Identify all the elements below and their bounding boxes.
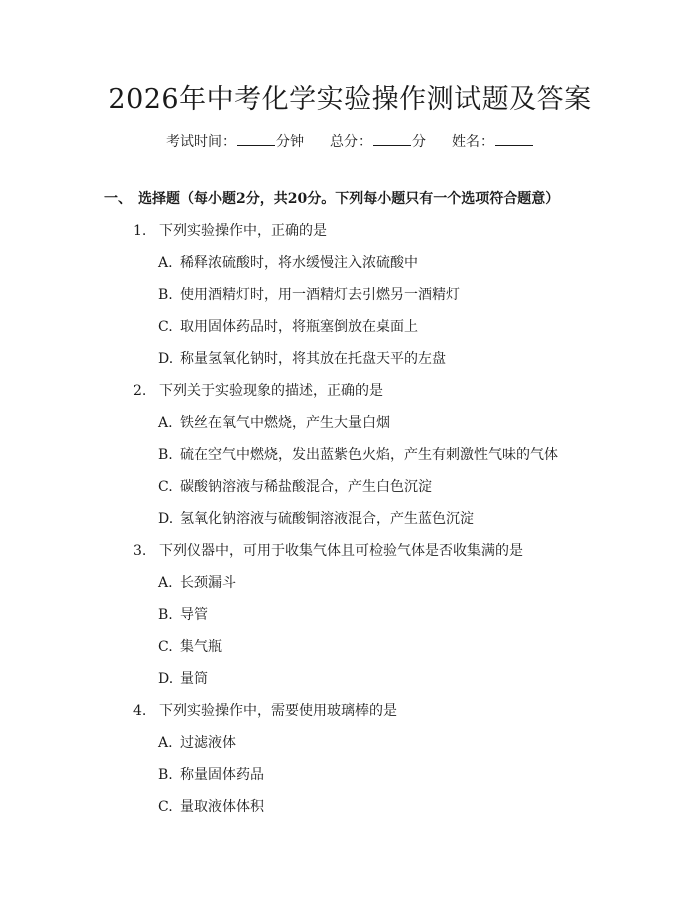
- option-letter: D.: [158, 671, 174, 687]
- option-text: 集气瓶: [180, 639, 222, 655]
- section-number: 一、: [104, 191, 132, 207]
- question-3-option-a: [158, 572, 236, 594]
- option-letter: A.: [158, 255, 173, 271]
- time-label: 考试时间：: [166, 134, 236, 150]
- option-text: 称量固体药品: [180, 767, 264, 783]
- score-blank: [373, 130, 411, 146]
- question-1-option-a: [158, 252, 418, 274]
- question-1-option-d: [158, 348, 446, 370]
- question-1-option-c: [158, 316, 418, 338]
- question-3-option-d: [158, 668, 208, 690]
- option-letter: A.: [158, 735, 173, 751]
- question-2-option-b: [158, 444, 558, 466]
- question-number: 4.: [133, 703, 147, 719]
- name-blank: [495, 130, 533, 146]
- option-letter: A.: [158, 415, 173, 431]
- question-3-option-c: [158, 636, 222, 658]
- section-text: 选择题（每小题2分，共20分。下列每小题只有一个选项符合题意）: [138, 191, 560, 207]
- question-4-option-a: [158, 732, 236, 754]
- option-text: 过滤液体: [180, 735, 236, 751]
- option-letter: B.: [158, 607, 173, 623]
- name-label: 姓名：: [452, 134, 494, 150]
- option-text: 硫在空气中燃烧，发出蓝紫色火焰，产生有刺激性气味的气体: [180, 447, 558, 463]
- option-text: 铁丝在氧气中燃烧，产生大量白烟: [180, 415, 390, 431]
- option-text: 稀释浓硫酸时，将水缓慢注入浓硫酸中: [180, 255, 418, 271]
- option-letter: B.: [158, 447, 173, 463]
- question-2-option-d: [158, 508, 474, 530]
- option-letter: C.: [158, 799, 173, 815]
- question-2-option-a: [158, 412, 390, 434]
- option-text: 称量氢氧化钠时，将其放在托盘天平的左盘: [180, 351, 446, 367]
- question-number: 1.: [133, 223, 147, 239]
- time-blank: [237, 130, 275, 146]
- exam-meta-line: [0, 130, 700, 153]
- option-text: 量取液体体积: [180, 799, 264, 815]
- time-unit: 分钟: [276, 134, 304, 150]
- option-text: 量筒: [180, 671, 208, 687]
- page-title: 2026年中考化学实验操作测试题及答案: [108, 84, 592, 115]
- question-2-option-c: [158, 476, 432, 498]
- question-text: 下列实验操作中，正确的是: [159, 223, 327, 239]
- option-text: 使用酒精灯时，用一酒精灯去引燃另一酒精灯: [180, 287, 460, 303]
- option-letter: C.: [158, 319, 173, 335]
- score-label: 总分：: [330, 134, 372, 150]
- option-text: 导管: [180, 607, 208, 623]
- question-3: [133, 540, 523, 562]
- option-letter: D.: [158, 511, 174, 527]
- question-4-option-b: [158, 764, 264, 786]
- question-text: 下列实验操作中，需要使用玻璃棒的是: [159, 703, 397, 719]
- option-letter: C.: [158, 639, 173, 655]
- option-letter: C.: [158, 479, 173, 495]
- question-1-option-b: [158, 284, 460, 306]
- section-heading: [104, 188, 559, 210]
- score-unit: 分: [412, 134, 426, 150]
- question-number: 3.: [133, 543, 147, 559]
- option-letter: B.: [158, 767, 173, 783]
- option-letter: A.: [158, 575, 173, 591]
- question-4-option-c: [158, 796, 264, 818]
- question-4: [133, 700, 397, 722]
- question-number: 2.: [133, 383, 147, 399]
- option-text: 长颈漏斗: [180, 575, 236, 591]
- question-2: [133, 380, 383, 402]
- option-letter: D.: [158, 351, 174, 367]
- question-1: [133, 220, 327, 242]
- question-text: 下列关于实验现象的描述，正确的是: [159, 383, 383, 399]
- question-text: 下列仪器中，可用于收集气体且可检验气体是否收集满的是: [159, 543, 523, 559]
- option-text: 碳酸钠溶液与稀盐酸混合，产生白色沉淀: [180, 479, 432, 495]
- option-text: 氢氧化钠溶液与硫酸铜溶液混合，产生蓝色沉淀: [180, 511, 474, 527]
- option-text: 取用固体药品时，将瓶塞倒放在桌面上: [180, 319, 418, 335]
- option-letter: B.: [158, 287, 173, 303]
- question-3-option-b: [158, 604, 208, 626]
